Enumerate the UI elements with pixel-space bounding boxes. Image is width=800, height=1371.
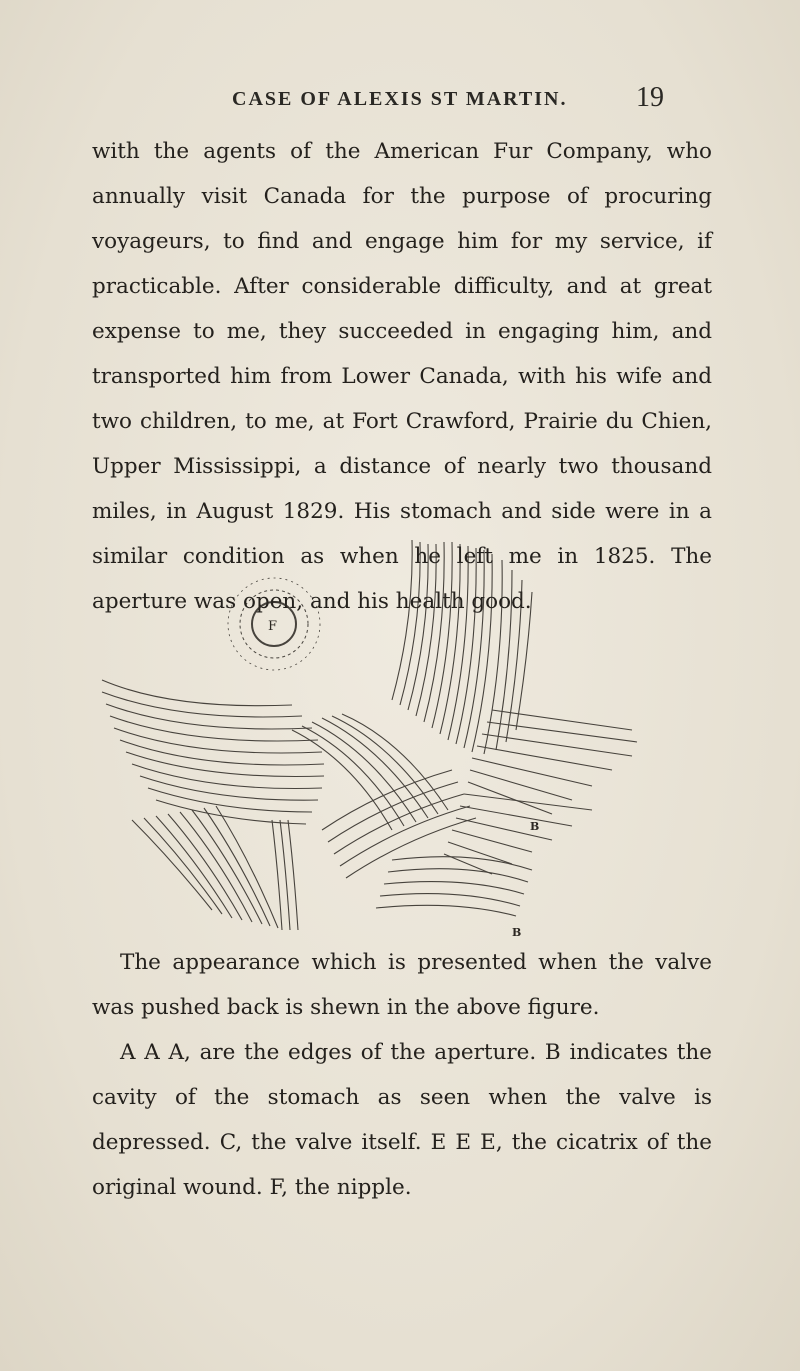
hatching-upper-right (392, 540, 532, 754)
page-header (0, 82, 800, 116)
page-number: 19 (636, 82, 664, 113)
hatching-lower-right (376, 857, 532, 916)
label-f: F (268, 619, 278, 634)
running-head: CASE OF ALEXIS ST MARTIN. (232, 88, 568, 110)
stomach-aperture-engraving (92, 530, 652, 940)
label-b-lower: B (512, 926, 522, 939)
engraving-svg (92, 530, 652, 940)
label-b-upper: B (530, 820, 540, 833)
paragraph-3: A A A, are the edges of the aperture. B indicates the cavity of the stomach as seen when the valve is depressed. C, the valve itself. E E E, the cicatrix of the original wound. F, the nipple. (92, 1040, 712, 1200)
hatching-lower-left (132, 806, 298, 930)
paragraph-1: with the agents of the American Fur Company, who annually visit Canada for the purpose of procuring voyageurs, to find and engage him for my service, if practicable. After considerable difficulty, and at great expense to me, they succeeded in engaging him, and transported him from Lower Canada, with his wife and two children, to me, at Fort Crawford, Prairie du Chien, Upper Mississippi, a distance of nearly two thousand miles, in August 1829. His stomach and side were in a similar condition as when he left me in 1825. The aperture was open, and his health good. (92, 139, 712, 614)
hatching-right (444, 710, 637, 874)
hatching-left (102, 680, 324, 824)
paragraph-2: The appearance which is presented when the valve was pushed back is shewn in the above figure. (92, 950, 712, 1020)
